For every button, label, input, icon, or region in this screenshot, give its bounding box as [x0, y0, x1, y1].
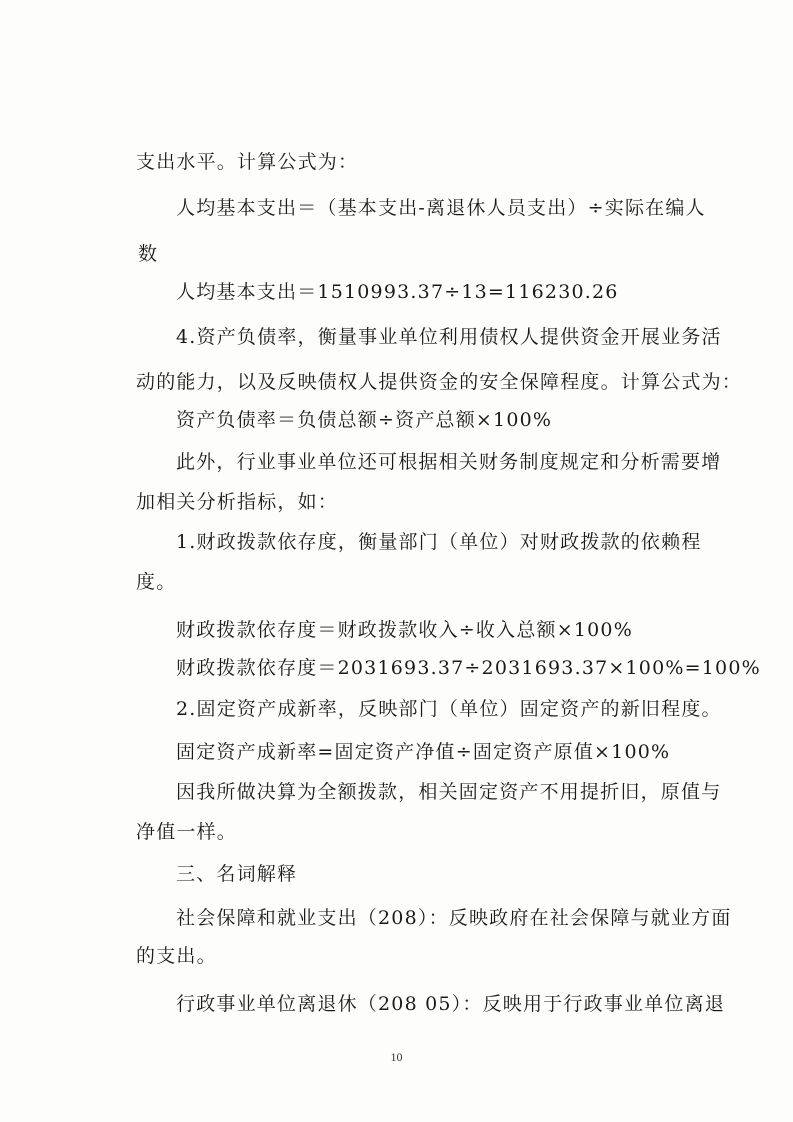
- text-line-7: 资产负债率＝负债总额÷资产总额×100%: [176, 409, 553, 431]
- section-heading: 三、名词解释: [176, 863, 298, 885]
- text-line-5: 4.资产负债率，衡量事业单位利用债权人提供资金开展业务活: [176, 326, 722, 348]
- text-line-12: 财政拨款依存度＝财政拨款收入÷收入总额×100%: [176, 619, 633, 641]
- text-line-8: 此外，行业事业单位还可根据相关财务制度规定和分析需要增: [176, 451, 722, 473]
- text-line-21: 行政事业单位离退休（208 05）：反映用于行政事业单位离退: [176, 993, 725, 1015]
- text-line-19: 社会保障和就业支出（208）：反映政府在社会保障与就业方面: [176, 907, 732, 929]
- text-line-11: 度。: [136, 571, 177, 593]
- text-line-2: 人均基本支出＝（基本支出-离退休人员支出）÷实际在编人: [176, 197, 706, 219]
- text-line-20: 的支出。: [136, 945, 217, 967]
- text-line-4: 人均基本支出＝1510993.37÷13=116230.26: [176, 281, 619, 303]
- text-line-17: 净值一样。: [136, 821, 238, 843]
- text-line-6: 动的能力，以及反映债权人提供资金的安全保障程度。计算公式为：: [136, 371, 743, 393]
- text-line-3: 数: [138, 243, 159, 265]
- text-line-14: 2.固定资产成新率，反映部门（单位）固定资产的新旧程度。: [176, 698, 722, 720]
- text-line-15: 固定资产成新率=固定资产净值÷固定资产原值×100%: [176, 741, 671, 763]
- page-number: 10: [390, 1050, 403, 1064]
- text-line-10: 1.财政拨款依存度，衡量部门（单位）对财政拨款的依赖程: [176, 531, 702, 553]
- text-line-13: 财政拨款依存度＝2031693.37÷2031693.37×100%=100%: [176, 657, 761, 679]
- text-line-1: 支出水平。计算公式为：: [136, 151, 359, 173]
- text-line-16: 因我所做决算为全额拨款，相关固定资产不用提折旧，原值与: [176, 781, 722, 803]
- text-line-9: 加相关分析指标，如：: [136, 491, 339, 513]
